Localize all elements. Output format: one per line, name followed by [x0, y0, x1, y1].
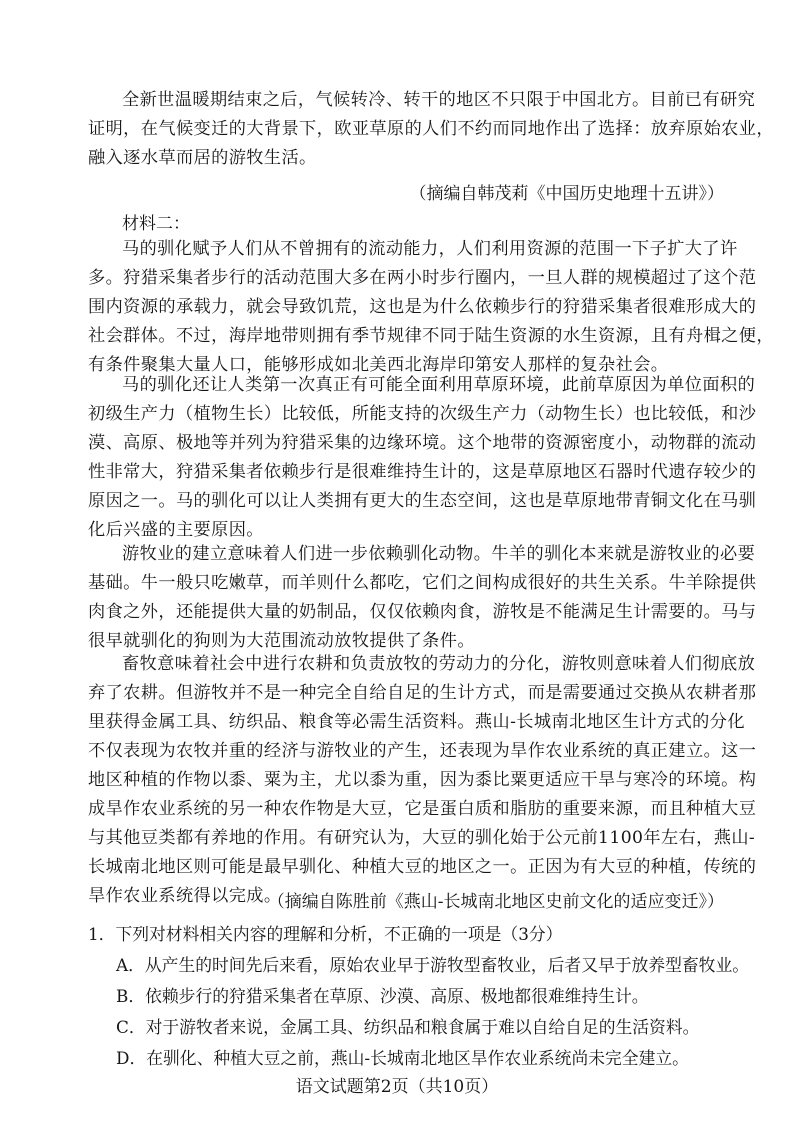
text-line: 融入逐水草而居的游牧生活。 — [88, 148, 317, 168]
text-line: 化后兴盛的主要原因。 — [88, 520, 264, 540]
text-line: 全新世温暖期结束之后，气候转冷、转干的地区不只限于中国北方。目前已有研究 — [122, 90, 756, 110]
text-line: 长城南北地区则可能是最早驯化、种植大豆的地区之一。正因为有大豆的种植，传统的 — [88, 857, 757, 877]
text-line: 地区种植的作物以黍、粟为主，尤以黍为重，因为黍比粟更适应干旱与寒冷的环境。构 — [88, 770, 757, 790]
text-line: 肉食之外，还能提供大量的奶制品，仅仅依赖肉食，游牧是不能满足生计需要的。马与 — [88, 602, 757, 622]
text-line: 原因之一。马的驯化可以让人类拥有更大的生态空间，这也是草原地带青铜文化在马驯 — [88, 491, 757, 511]
text-line: 社会群体。不过，海岸地带则拥有季节规律不同于陆生资源的水生资源，且有舟楫之便， — [88, 326, 774, 346]
text-line: 成旱作农业系统的另一种农作物是大豆，它是蛋白质和脂肪的重要来源，而且种植大豆 — [88, 799, 757, 819]
text-line: 游牧业的建立意味着人们进一步依赖驯化动物。牛羊的驯化本来就是游牧业的必要 — [122, 544, 756, 564]
material-2-paragraph-1 — [88, 235, 774, 380]
text-line: 不仅表现为农牧并重的经济与游牧业的产生，还表现为旱作农业系统的真正建立。这一 — [88, 741, 757, 761]
option-b: B．依赖步行的狩猎采集者在草原、沙漠、高原、极地都很难维持生计。 — [116, 986, 649, 1006]
text-line: 围内资源的承载力，就会导致饥荒，这也是为什么依赖步行的狩猎采集者很难形成大的 — [88, 297, 757, 317]
option-c: C．对于游牧者来说，金属工具、纺织品和粮食属于难以自给自足的生活资料。 — [116, 1017, 700, 1037]
text-line: 畜牧意味着社会中进行农耕和负责放牧的劳动力的分化，游牧则意味着人们彻底放 — [122, 654, 756, 674]
option-a: A．从产生的时间先后来看，原始农业早于游牧型畜牧业，后者又早于放养型畜牧业。 — [116, 955, 750, 975]
source-citation-1: （摘编自韩茂莉《中国历史地理十五讲》） — [409, 184, 724, 204]
text-line: 多。狩猎采集者步行的活动范围大多在两小时步行圈内，一旦人群的规模超过了这个范 — [88, 268, 757, 288]
material-2-paragraph-3 — [88, 540, 757, 656]
source-citation-2: （摘编自陈胜前《燕山-长城南北地区史前文化的适应变迁》） — [267, 892, 724, 912]
intro-paragraph — [88, 86, 774, 173]
text-line: 里获得金属工具、纺织品、粮食等必需生活资料。燕山-长城南北地区生计方式的分化 — [88, 712, 745, 732]
material-2-label: 材料二： — [122, 214, 190, 234]
text-line: 基础。牛一般只吃嫩草，而羊则什么都吃，它们之间构成很好的共生关系。牛羊除提供 — [88, 573, 757, 593]
page-footer: 语文试题第2页（共10页） — [295, 1077, 499, 1097]
text-line: 漠、高原、极地等并列为狩猎采集的边缘环境。这个地带的资源密度小，动物群的流动 — [88, 433, 757, 453]
question-1-stem: 1．下列对材料相关内容的理解和分析，不正确的一项是（3分） — [88, 924, 563, 944]
text-line: 马的驯化还让人类第一次真正有可能全面利用草原环境，此前草原因为单位面积的 — [122, 375, 756, 395]
material-2-paragraph-4 — [88, 650, 757, 911]
text-line: 弃了农耕。但游牧并不是一种完全自给自足的生计方式，而是需要通过交换从农耕者那 — [88, 683, 757, 703]
option-d: D．在驯化、种植大豆之前，燕山-长城南北地区旱作农业系统尚未完全建立。 — [116, 1048, 689, 1068]
text-line: 性非常大，狩猎采集者依赖步行是很难维持生计的，这是草原地区石器时代遗存较少的 — [88, 462, 757, 482]
material-2-paragraph-2 — [88, 371, 757, 545]
text-line: 与其他豆类都有养地的作用。有研究认为，大豆的驯化始于公元前1100年左右，燕山- — [88, 828, 756, 848]
text-line: 有条件聚集大量人口，能够形成如北美西北海岸印第安人那样的复杂社会。 — [88, 355, 669, 375]
text-line: 证明，在气候变迁的大背景下，欧亚草原的人们不约而同地作出了选择：放弃原始农业， — [88, 119, 774, 139]
text-line: 旱作农业系统得以完成。 — [88, 886, 282, 906]
text-line: 很早就驯化的狗则为大范围流动放牧提供了条件。 — [88, 631, 475, 651]
text-line: 马的驯化赋予人们从不曾拥有的流动能力，人们利用资源的范围一下子扩大了许 — [122, 239, 738, 259]
text-line: 初级生产力（植物生长）比较低，所能支持的次级生产力（动物生长）也比较低，和沙 — [88, 404, 757, 424]
